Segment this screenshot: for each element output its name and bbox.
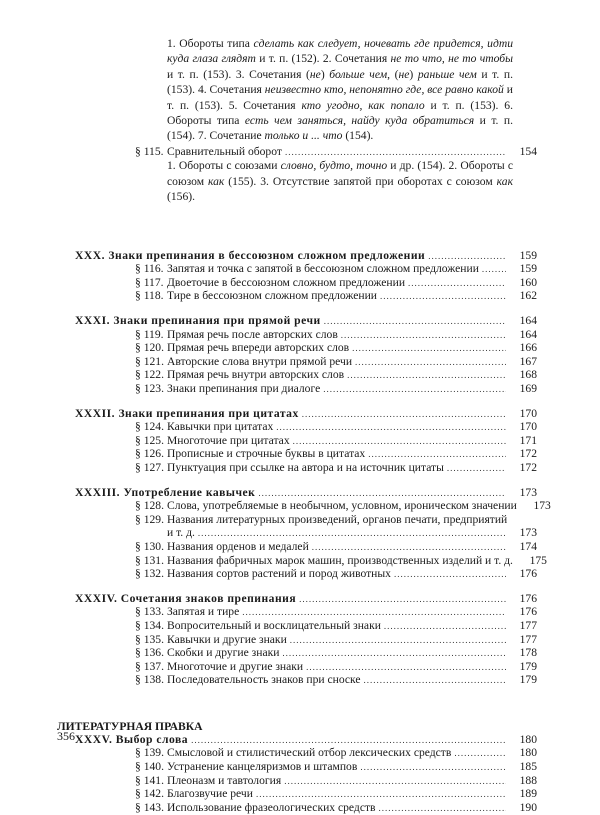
toc-entry[interactable]	[135, 567, 537, 581]
section-title: Названия литературных произведений, органов печати, предприятий	[167, 512, 508, 526]
dot-leader	[276, 421, 506, 435]
page-ref: 173	[519, 526, 537, 540]
section-number: § 116.	[135, 262, 164, 276]
dot-leader	[364, 674, 506, 688]
toc-entry[interactable]	[135, 619, 537, 633]
toc-entry[interactable]	[135, 289, 537, 303]
section-title: Многоточие при цитатах	[167, 433, 290, 447]
toc-entry[interactable]	[135, 368, 537, 382]
chapter-title: XXXV. Выбор слова	[75, 732, 189, 746]
section-number: § 140.	[135, 760, 164, 774]
text-segment: и т. п. (153). 4. Сочетания	[167, 67, 513, 97]
toc-entry[interactable]	[135, 660, 537, 674]
dot-leader	[360, 761, 506, 775]
section-title: Вопросительный и восклицательный знаки	[167, 618, 381, 632]
text-segment: и т. п. (152). 2. Сочетания	[255, 52, 391, 66]
dot-leader	[285, 146, 506, 160]
page-ref: 172	[519, 447, 537, 461]
section-number: § 125.	[135, 433, 164, 447]
toc-entry[interactable]	[135, 262, 537, 276]
dot-leader	[341, 329, 506, 343]
section-title: Авторские слова внутри прямой речи	[167, 354, 353, 368]
chapter-title: XXXII. Знаки препинания при цитатах	[75, 406, 299, 420]
text-segment: и т. п. (153). 5. Сочетания	[167, 83, 513, 112]
section-number: § 117.	[135, 275, 164, 289]
page-ref: 160	[519, 275, 537, 289]
page-ref: 164	[519, 327, 537, 341]
page-ref: 190	[519, 800, 537, 814]
section-number: § 138.	[135, 673, 164, 687]
text-segment: )	[409, 67, 418, 81]
text-segment: (154).	[342, 129, 374, 143]
page-ref: 177	[519, 632, 537, 646]
page-ref: 174	[519, 539, 537, 553]
toc-entry[interactable]	[135, 633, 537, 647]
section-title: Смысловой и стилистический отбор лексических средств	[167, 746, 452, 760]
page-ref: 180	[519, 732, 537, 746]
toc-entry[interactable]	[135, 646, 537, 660]
page-ref: 162	[519, 289, 537, 303]
section-title: Последовательность знаков при сноске	[167, 673, 361, 687]
chapter-title: XXXI. Знаки препинания при прямой речи	[75, 314, 321, 328]
section-number: § 141.	[135, 773, 164, 787]
section-number: § 136.	[135, 646, 164, 660]
toc-entry[interactable]	[135, 328, 537, 342]
dot-leader	[198, 527, 506, 541]
section-title: Знаки препинания при диалоге	[167, 382, 321, 395]
section-title: Пунктуация при ссылке на автора и на источник цитаты	[167, 460, 444, 474]
page-ref: 169	[519, 382, 537, 395]
page-ref: 170	[519, 420, 537, 434]
dot-leader	[355, 356, 506, 370]
toc-entry-continuation[interactable]	[167, 526, 537, 540]
section-number: § 139.	[135, 746, 164, 760]
section-number: § 119.	[135, 327, 164, 341]
section-number: § 124.	[135, 420, 164, 434]
text-segment: и т. п. (153). 3. Сочетания (	[167, 67, 310, 81]
italic-example: как	[496, 174, 513, 188]
toc-chapter-heading[interactable]	[75, 733, 537, 747]
section-number: § 132.	[135, 567, 164, 581]
dot-leader	[482, 263, 506, 277]
section-number: § 134.	[135, 618, 164, 632]
text-segment: , (	[387, 67, 399, 81]
toc-entry[interactable]	[135, 513, 537, 527]
section-number: § 133.	[135, 605, 164, 619]
section-number: § 128.	[135, 499, 164, 513]
page-ref: 168	[519, 368, 537, 382]
toc-entry[interactable]	[135, 673, 537, 687]
section-title: Тире в бессоюзном сложном предложении	[167, 289, 378, 303]
dot-leader	[282, 647, 506, 661]
section-number: § 120.	[135, 341, 164, 355]
toc-entry[interactable]	[135, 420, 537, 434]
toc-entry[interactable]	[135, 355, 537, 369]
section-number: § 129.	[135, 512, 164, 526]
dot-leader	[447, 462, 506, 476]
toc-entry[interactable]	[135, 774, 537, 788]
section-title: Названия сортов растений и пород животных	[167, 567, 391, 581]
toc-entry[interactable]	[135, 605, 537, 619]
toc-entry[interactable]	[135, 341, 537, 355]
italic-example: есть чем заняться, найду куда обратиться	[244, 114, 475, 128]
dot-leader	[347, 369, 506, 383]
section-number: § 122.	[135, 368, 164, 382]
dot-leader	[384, 620, 506, 634]
toc-entry[interactable]	[135, 540, 537, 554]
dot-leader	[242, 606, 506, 620]
section-number: § 118.	[135, 289, 164, 303]
page-ref: 159	[519, 248, 537, 262]
page-ref: 176	[519, 605, 537, 619]
dot-leader	[284, 775, 506, 789]
section-title: Запятая и точка с запятой в бессоюзном сложном предложении	[167, 262, 479, 276]
toc-chapter-heading[interactable]	[75, 486, 537, 500]
italic-example: не	[398, 67, 410, 81]
text-segment: и т. п. (153). 6. Обороты типа	[167, 98, 513, 128]
toc-entry[interactable]	[135, 787, 537, 801]
toc-chapter	[75, 249, 537, 303]
italic-example: не	[309, 67, 321, 81]
section-title: Слова, употребляемые в необычном, условном, ироническом значении	[167, 499, 517, 513]
page-ref: 188	[519, 773, 537, 787]
page-ref: 159	[519, 262, 537, 276]
dot-leader	[428, 250, 506, 264]
page-ref: 170	[519, 406, 537, 420]
section-title: Устранение канцеляризмов и штампов	[167, 760, 358, 774]
italic-example: словно, будто, точно	[280, 159, 388, 173]
toc-chapter	[75, 485, 551, 581]
dot-leader	[258, 487, 506, 501]
section-title: Благозвучие речи	[167, 787, 253, 801]
dot-leader	[380, 290, 506, 304]
chapter-title: XXXIV. Сочетания знаков препинания	[75, 591, 297, 605]
section-title: Прямая речь после авторских слов	[167, 327, 338, 341]
italic-example: сделать как следует, ночевать где придется, идти куда глаза глядят	[167, 37, 513, 66]
section-title: Использование фразеологических средств	[167, 800, 376, 814]
toc-entry[interactable]	[135, 801, 537, 815]
italic-example: неизвестно кто, непонятно где, все равно какой	[264, 83, 504, 97]
dot-leader	[368, 448, 506, 462]
page-ref: 180	[519, 746, 537, 760]
section-title: Кавычки и другие знаки	[167, 632, 287, 646]
toc-entry[interactable]	[135, 382, 537, 396]
toc-entry[interactable]	[135, 760, 537, 774]
page-ref: 166	[519, 341, 537, 355]
page-ref: 176	[519, 591, 537, 605]
page-ref: 189	[519, 787, 537, 801]
page-ref: 185	[519, 760, 537, 774]
toc-chapter-heading[interactable]	[75, 249, 537, 263]
section-title: Прямая речь внутри авторских слов	[167, 368, 345, 382]
section-title: Названия фабричных марок машин, производственных изделий и т. д.	[167, 553, 513, 567]
text-segment: 1. Обороты с союзами	[167, 159, 281, 173]
page-ref: 178	[519, 646, 537, 660]
section-number: § 127.	[135, 460, 164, 474]
toc-chapter-heading[interactable]	[75, 592, 537, 606]
toc-chapter-heading[interactable]	[75, 314, 537, 328]
section-number: § 123.	[135, 382, 164, 395]
italic-example: как	[207, 174, 225, 188]
toc-entry[interactable]	[135, 276, 537, 290]
page-ref: 175	[529, 553, 547, 567]
section-number: § 142.	[135, 787, 164, 801]
toc-entry[interactable]	[135, 461, 537, 475]
page-ref: 154	[519, 144, 537, 158]
section-title: Скобки и другие знаки	[167, 646, 280, 660]
text-segment: )	[320, 67, 330, 81]
section-title: Сравнительный оборот	[167, 144, 282, 158]
page-ref: 167	[519, 354, 537, 368]
page-ref: 176	[519, 567, 537, 581]
section-number: § 143.	[135, 800, 164, 814]
dot-leader	[290, 634, 506, 648]
italic-example: раньше чем	[417, 67, 477, 81]
dot-leader	[408, 277, 506, 291]
page-ref: 173	[519, 485, 537, 499]
section-title-continuation: и т. д.	[167, 526, 195, 540]
page-number: 356	[57, 729, 75, 743]
chapter-title: XXXIII. Употребление кавычек	[75, 485, 256, 499]
section-title: Многоточие и другие знаки	[167, 659, 304, 673]
section-title: Кавычки при цитатах	[167, 420, 274, 434]
dot-leader	[324, 315, 506, 329]
section-number: § 115.	[135, 144, 164, 158]
dot-leader	[302, 408, 506, 422]
toc-entry[interactable]	[135, 447, 537, 461]
toc-entry[interactable]	[135, 553, 547, 568]
dot-leader	[191, 734, 506, 748]
text-segment: и т. п. (154). 7. Сочетание	[167, 114, 513, 143]
section-number: § 137.	[135, 659, 164, 673]
dot-leader	[312, 541, 506, 555]
toc-entry[interactable]	[135, 434, 537, 448]
page-ref: 171	[519, 433, 537, 447]
page-ref: 164	[519, 314, 537, 328]
dot-leader	[256, 788, 506, 802]
italic-example: не то что, не то чтобы	[390, 52, 513, 66]
text-segment: 1. Обороты типа	[167, 37, 254, 50]
text-segment: (156).	[167, 190, 196, 204]
toc-chapter	[75, 733, 537, 815]
dot-leader	[293, 435, 506, 449]
text-segment: (155). 3. Отсутствие запятой при оборотах с союзом	[224, 174, 497, 188]
italic-example: больше чем	[329, 67, 388, 81]
toc-chapter	[75, 314, 537, 396]
section-number: § 131.	[135, 553, 164, 567]
section-title: Прямая речь впереди авторских слов	[167, 341, 350, 355]
page-ref: 173	[533, 499, 551, 513]
section-title: Плеоназм и тавтология	[167, 773, 282, 787]
page-ref: 172	[519, 460, 537, 474]
dot-leader	[352, 342, 506, 356]
section-number: § 135.	[135, 632, 164, 646]
part-heading: ЛИТЕРАТУРНАЯ ПРАВКА	[57, 719, 203, 733]
section-title: Названия орденов и медалей	[167, 539, 309, 553]
italic-example: только и ... что	[264, 129, 343, 143]
section-number: § 130.	[135, 539, 164, 553]
section-number: § 121.	[135, 354, 164, 368]
toc-chapter	[75, 592, 537, 687]
dot-leader	[299, 593, 506, 607]
dot-leader	[323, 383, 506, 397]
page-ref: 177	[519, 618, 537, 632]
section-114-description	[167, 36, 513, 144]
toc-entry[interactable]	[135, 746, 537, 760]
section-title: Запятая и тире	[167, 605, 240, 619]
chapter-title: XXX. Знаки препинания в бессоюзном сложном предложении	[75, 248, 426, 262]
toc-chapter-heading[interactable]	[75, 407, 537, 421]
page-ref: 179	[519, 673, 537, 687]
toc-entry-115[interactable]	[135, 145, 537, 159]
dot-leader	[379, 802, 506, 815]
section-115-description	[167, 158, 513, 204]
section-title: Прописные и строчные буквы в цитатах	[167, 447, 366, 461]
section-number: § 126.	[135, 447, 164, 461]
toc-entry[interactable]	[135, 499, 551, 513]
dot-leader	[306, 661, 506, 675]
italic-example: кто угодно, как попало	[301, 98, 425, 112]
toc-chapter	[75, 407, 537, 475]
section-title: Двоеточие в бессоюзном сложном предложении	[167, 275, 406, 289]
dot-leader	[394, 568, 506, 582]
text-segment: и др. (154). 2. Обороты с союзом	[167, 159, 513, 188]
page-ref: 179	[519, 659, 537, 673]
